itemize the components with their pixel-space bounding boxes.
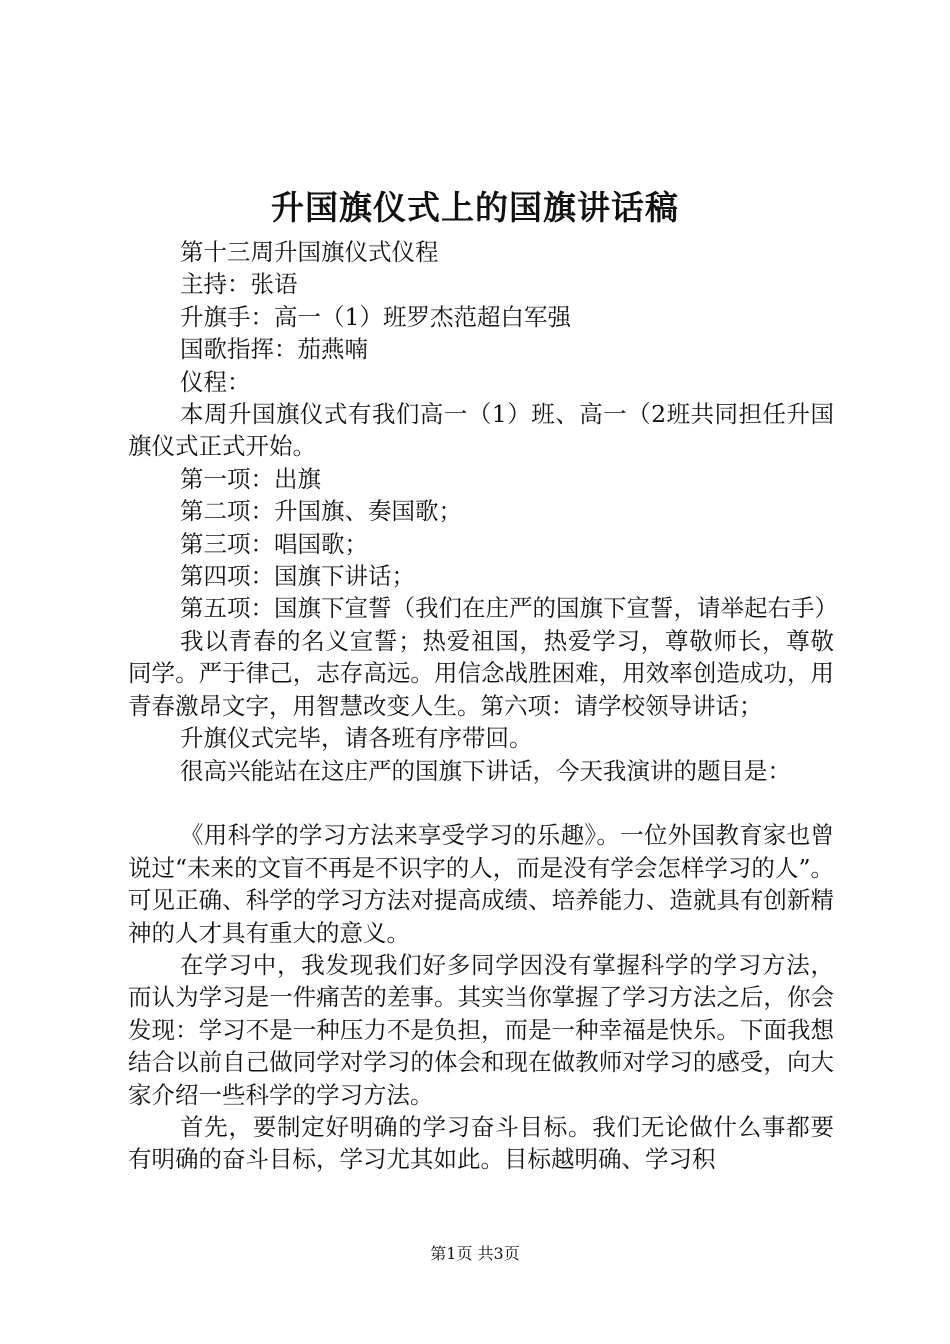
paragraph: 第五项：国旗下宣誓（我们在庄严的国旗下宣誓，请举起右手） <box>180 594 838 623</box>
paragraph: 很高兴能站在这庄严的国旗下讲话，今天我演讲的题目是： <box>180 756 791 785</box>
paragraph: 我以青春的名义宣誓；热爱祖国，热爱学习，尊敬师长，尊敬同学。严于律己，志存高远。用信念战胜困难，用效率创造成功，用青春激昂文字，用智慧改变人生。第六项：请学校领导讲话； <box>128 626 834 720</box>
paragraph: 主持：张语 <box>180 270 298 299</box>
document-title: 升国旗仪式上的国旗讲话稿 <box>271 188 679 227</box>
paragraph: 国歌指挥：茄燕喃 <box>180 335 368 364</box>
paragraph: 在学习中，我发现我们好多同学因没有掌握科学的学习方法，而认为学习是一件痛苦的差事。其实当你掌握了学习方法之后，你会发现：学习不是一种压力不是负担，而是一种幸福是快乐。下面我想结合以前自己做同学对学习的体会和现在做教师对学习的感受，向大家介绍一些科学的学习方法。 <box>128 950 834 1109</box>
paragraph: 第四项：国旗下讲话； <box>180 562 415 591</box>
document-body <box>128 236 838 1176</box>
paragraph: 升旗手：高一（1）班罗杰范超白军强 <box>180 302 571 331</box>
paragraph: 第十三周升国旗仪式仪程 <box>180 238 439 266</box>
paragraph: 升旗仪式完毕，请各班有序带回。 <box>180 724 533 753</box>
page-footer: 第1页 共3页 <box>430 1244 520 1263</box>
paragraph: 第二项：升国旗、奏国歌； <box>180 497 462 526</box>
paragraph: 本周升国旗仪式有我们高一（1）班、高一（2班共同担任升国旗仪式正式开始。 <box>128 400 834 461</box>
paragraph: 第一项：出旗 <box>180 464 321 493</box>
paragraph: 仪程： <box>180 367 251 396</box>
paragraph: 《用科学的学习方法来享受学习的乐趣》。一位外国教育家也曾说过“未来的文盲不再是不识字的人，而是没有学会怎样学习的人”。可见正确、科学的学习方法对提高成绩、培养能力、造就具有创新精神的人才具有重大的意义。 <box>128 821 834 947</box>
paragraph: 第三项：唱国歌； <box>180 529 368 558</box>
paragraph: 首先，要制定好明确的学习奋斗目标。我们无论做什么事都要有明确的奋斗目标，学习尤其如此。目标越明确、学习积 <box>128 1112 834 1174</box>
